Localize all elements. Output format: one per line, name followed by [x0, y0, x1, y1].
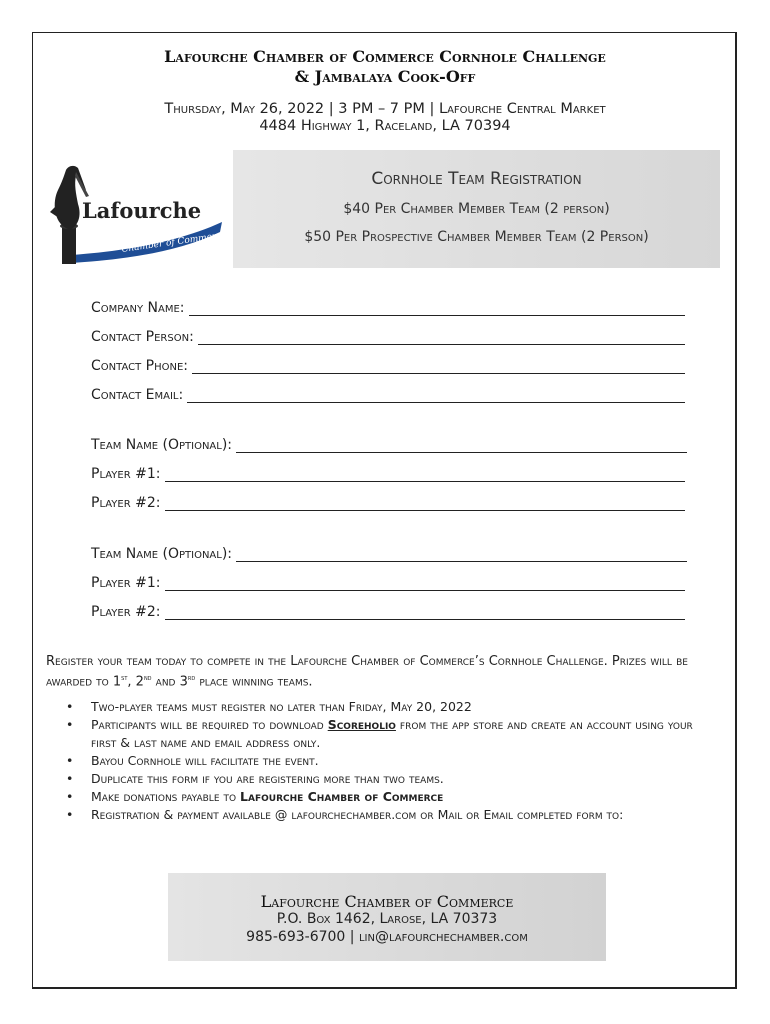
event-title-line1: Lafourche Chamber of Commerce Cornhole Challenge	[164, 47, 606, 66]
list-item	[66, 752, 716, 770]
team1-name-line[interactable]	[236, 440, 687, 453]
team2-name-line[interactable]	[236, 549, 687, 562]
event-title-line2: & Jambalaya Cook-Off	[294, 67, 476, 86]
rule-app-pre: Participants will be required to download	[91, 717, 328, 732]
rule-facilitator: Bayou Cornhole will facilitate the event.	[91, 753, 319, 768]
chamber-logo	[42, 160, 232, 270]
team1-name-label: Team Name (Optional):	[91, 437, 233, 453]
registration-box	[233, 150, 720, 268]
team2-player1-line[interactable]	[165, 578, 686, 591]
contact-email-label: Contact Email:	[91, 387, 184, 403]
contact-person-line[interactable]	[198, 332, 685, 345]
contact-person-field[interactable]	[91, 325, 685, 345]
pelican-logo-icon	[42, 160, 232, 270]
company-name-field[interactable]	[91, 296, 685, 316]
team1-player1-label: Player #1:	[91, 466, 161, 482]
footer-contact: 985-693-6700 | lin@lafourchechamber.com	[246, 929, 528, 945]
rule-duplicate: Duplicate this form if you are registering more than two teams.	[91, 771, 444, 786]
ordinal-2: nd	[143, 674, 152, 682]
list-item	[66, 698, 716, 716]
member-price: $40 Per Chamber Member Team (2 person)	[343, 201, 610, 217]
event-address: 4484 Highway 1, Raceland, LA 70394	[259, 118, 511, 134]
team2-player2-field[interactable]	[91, 600, 685, 620]
logo-wordmark: Lafourche	[82, 198, 202, 223]
rule-app-post: from the app store and create an account using your first & last name and email address only.	[91, 717, 693, 750]
company-name-line[interactable]	[189, 303, 685, 316]
team1-player1-line[interactable]	[165, 469, 686, 482]
team2-player1-field[interactable]	[91, 571, 685, 591]
list-item	[66, 770, 716, 788]
team1-player2-line[interactable]	[165, 498, 686, 511]
ordinal-3: rd	[187, 674, 196, 682]
team2-player2-line[interactable]	[165, 607, 686, 620]
intro-tail: place winning teams.	[195, 674, 313, 690]
logo-tagline: Chamber of Commerce	[121, 230, 228, 255]
company-name-label: Company Name:	[91, 300, 185, 316]
registration-heading: Cornhole Team Registration	[371, 169, 582, 189]
team1-name-field[interactable]	[91, 433, 687, 453]
contact-email-field[interactable]	[91, 383, 685, 403]
intro-sep1: , 2	[127, 674, 144, 690]
contact-email-line[interactable]	[187, 390, 685, 403]
contact-phone-label: Contact Phone:	[91, 358, 189, 374]
team2-name-field[interactable]	[91, 542, 687, 562]
team2-player1-label: Player #1:	[91, 575, 161, 591]
prospective-price: $50 Per Prospective Chamber Member Team (2 Person)	[304, 229, 649, 245]
team1-player2-label: Player #2:	[91, 495, 161, 511]
footer-org: Lafourche Chamber of Commerce	[260, 892, 514, 911]
contact-person-label: Contact Person:	[91, 329, 194, 345]
team2-name-label: Team Name (Optional):	[91, 546, 233, 562]
rules-list	[66, 698, 716, 824]
contact-box	[168, 873, 606, 961]
contact-phone-line[interactable]	[192, 361, 685, 374]
footer-address: P.O. Box 1462, Larose, LA 70373	[276, 911, 498, 927]
scoreholio-link[interactable]: Scoreholio	[327, 717, 396, 732]
rule-deadline: Two-player teams must register no later than Friday, May 20, 2022	[91, 699, 472, 714]
intro-paragraph	[46, 653, 736, 690]
list-item	[66, 788, 716, 806]
event-date-location: Thursday, May 26, 2022 | 3 PM – 7 PM | Lafourche Central Market	[164, 101, 606, 117]
ordinal-1: st	[121, 674, 128, 682]
list-item	[66, 716, 716, 752]
team2-player2-label: Player #2:	[91, 604, 161, 620]
contact-phone-field[interactable]	[91, 354, 685, 374]
list-item	[66, 806, 716, 824]
payable-to: Lafourche Chamber of Commerce	[240, 789, 444, 804]
team1-player2-field[interactable]	[91, 491, 685, 511]
intro-text: Register your team today to compete in the Lafourche Chamber of Commerce’s Cornhole Challenge. Prizes will be awarded to 1	[46, 654, 688, 690]
intro-sep2: and 3	[151, 674, 188, 690]
team1-player1-field[interactable]	[91, 462, 685, 482]
rule-payable-pre: Make donations payable to	[91, 789, 241, 804]
rule-registration: Registration & payment available @ lafourchechamber.com or Mail or Email completed form to:	[91, 807, 624, 822]
